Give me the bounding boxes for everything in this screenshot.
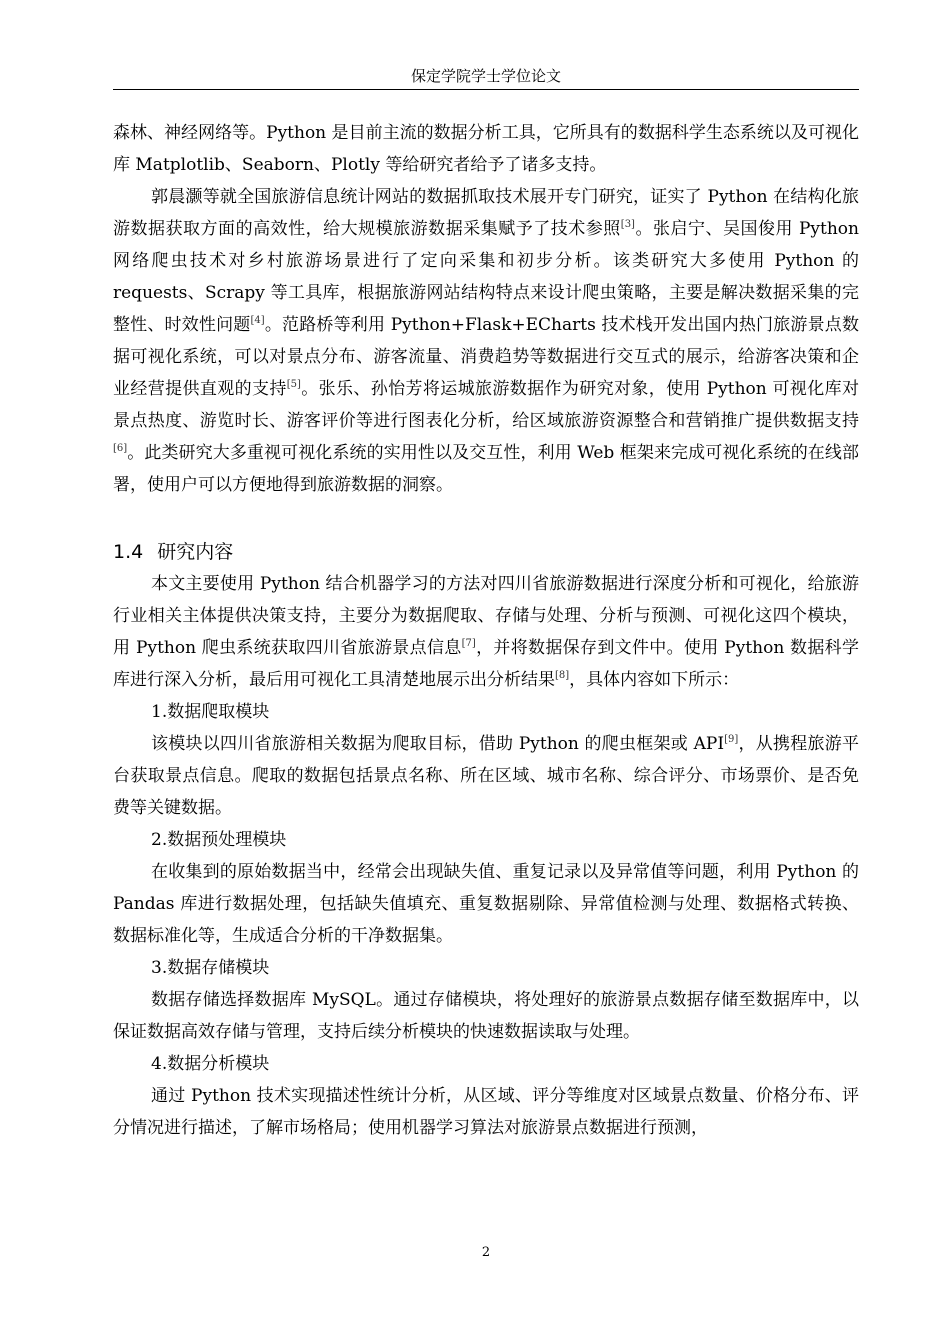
paragraph-continuation: 森林、神经网络等。Python 是目前主流的数据分析工具，它所具有的数据科学生态系统以及可视化库 Matplotlib、Seaborn、Plotly 等给研究者给予了诸多支持。 bbox=[113, 123, 859, 175]
module-text: 数据存储选择数据库 MySQL。通过存储模块，将处理好的旅游景点数据存储至数据库中，以保证数据高效存储与管理，支持后续分析模块的快速数据读取与处理。 bbox=[113, 990, 859, 1042]
citation-ref: [6] bbox=[113, 443, 128, 454]
module-title: 4.数据分析模块 bbox=[151, 1054, 270, 1074]
page-number: 2 bbox=[481, 1245, 491, 1260]
text-segment: 。张乐、孙怡芳将运城旅游数据作为研究对象，使用 Python 可视化库对景点热度、游览时长、游客评价等进行图表化分析，给区域旅游资源整合和营销推广提供数据支持 bbox=[113, 379, 859, 431]
text-segment: ，具体内容如下所示： bbox=[569, 670, 740, 690]
text-segment: ，从携程旅游平台获取景点信息。爬取的数据包括景点名称、所在区域、城市名称、综合评分、市场票价、是否免费等关键数据。 bbox=[113, 734, 860, 818]
running-header: 保定学院学士学位论文 bbox=[410, 67, 561, 85]
text-segment: 该模块以四川省旅游相关数据为爬取目标，借助 Python 的爬虫框架或 API bbox=[151, 734, 725, 754]
module-title: 1.数据爬取模块 bbox=[151, 702, 270, 722]
header-divider bbox=[113, 89, 859, 90]
text-segment: ，并将数据保存到文件中。使用 Python 数据科学库进行深入分析，最后用可视化工具清楚地展示出分析结果 bbox=[113, 638, 859, 690]
section-heading bbox=[113, 536, 859, 568]
section-title: 研究内容 bbox=[157, 541, 234, 563]
citation-ref: [9] bbox=[724, 734, 739, 745]
section-number: 1.4 bbox=[113, 541, 144, 563]
section-spacer bbox=[113, 501, 859, 536]
citation-ref: [3] bbox=[620, 219, 635, 230]
paragraph-related-work bbox=[113, 181, 859, 501]
citation-ref: [4] bbox=[250, 315, 265, 326]
text-segment: 。范路桥等利用 Python+Flask+ECharts 技术栈开发出国内热门旅游景点数据可视化系统，可以对景点分布、游客流量、消费趋势等数据进行交互式的展示，给游客决策和企业经营提供直观的支持 bbox=[113, 315, 859, 399]
module-title: 3.数据存储模块 bbox=[151, 958, 270, 978]
text-segment: 。此类研究大多重视可视化系统的实用性以及交互性，利用 Web 框架来完成可视化系统的在线部署，使用户可以方便地得到旅游数据的洞察。 bbox=[113, 443, 859, 495]
citation-ref: [8] bbox=[555, 670, 570, 681]
module-text: 通过 Python 技术实现描述性统计分析，从区域、评分等维度对区域景点数量、价格分布、评分情况进行描述，了解市场格局；使用机器学习算法对旅游景点数据进行预测， bbox=[113, 1086, 859, 1138]
text-segment: 。张启宁、吴国俊用 Python 网络爬虫技术对乡村旅游场景进行了定向采集和初步分析。该类研究大多使用 Python 的 requests、Scrapy 等工具库，根据旅游网站结构特点来设计爬虫策略，主要是解决数据采集的完整性、时效性问题 bbox=[113, 219, 859, 335]
module-title: 2.数据预处理模块 bbox=[151, 830, 287, 850]
citation-ref: [5] bbox=[286, 379, 301, 390]
citation-ref: [7] bbox=[461, 638, 476, 649]
module-text bbox=[113, 728, 859, 824]
text-segment: 郭晨灏等就全国旅游信息统计网站的数据抓取技术展开专门研究，证实了 Python 在结构化旅游数据获取方面的高效性，给大规模旅游数据采集赋予了技术参照 bbox=[113, 187, 859, 239]
paragraph-research-content bbox=[113, 568, 859, 696]
page-body bbox=[113, 117, 859, 1144]
module-text: 在收集到的原始数据当中，经常会出现缺失值、重复记录以及异常值等问题，利用 Python 的 Pandas 库进行数据处理，包括缺失值填充、重复数据剔除、异常值检测与处理、数据格式转换、数据标准化等，生成适合分析的干净数据集。 bbox=[113, 862, 859, 946]
text-segment: 本文主要使用 Python 结合机器学习的方法对四川省旅游数据进行深度分析和可视化，给旅游行业相关主体提供决策支持，主要分为数据爬取、存储与处理、分析与预测、可视化这四个模块，用 Python 爬虫系统获取四川省旅游景点信息 bbox=[113, 574, 859, 658]
